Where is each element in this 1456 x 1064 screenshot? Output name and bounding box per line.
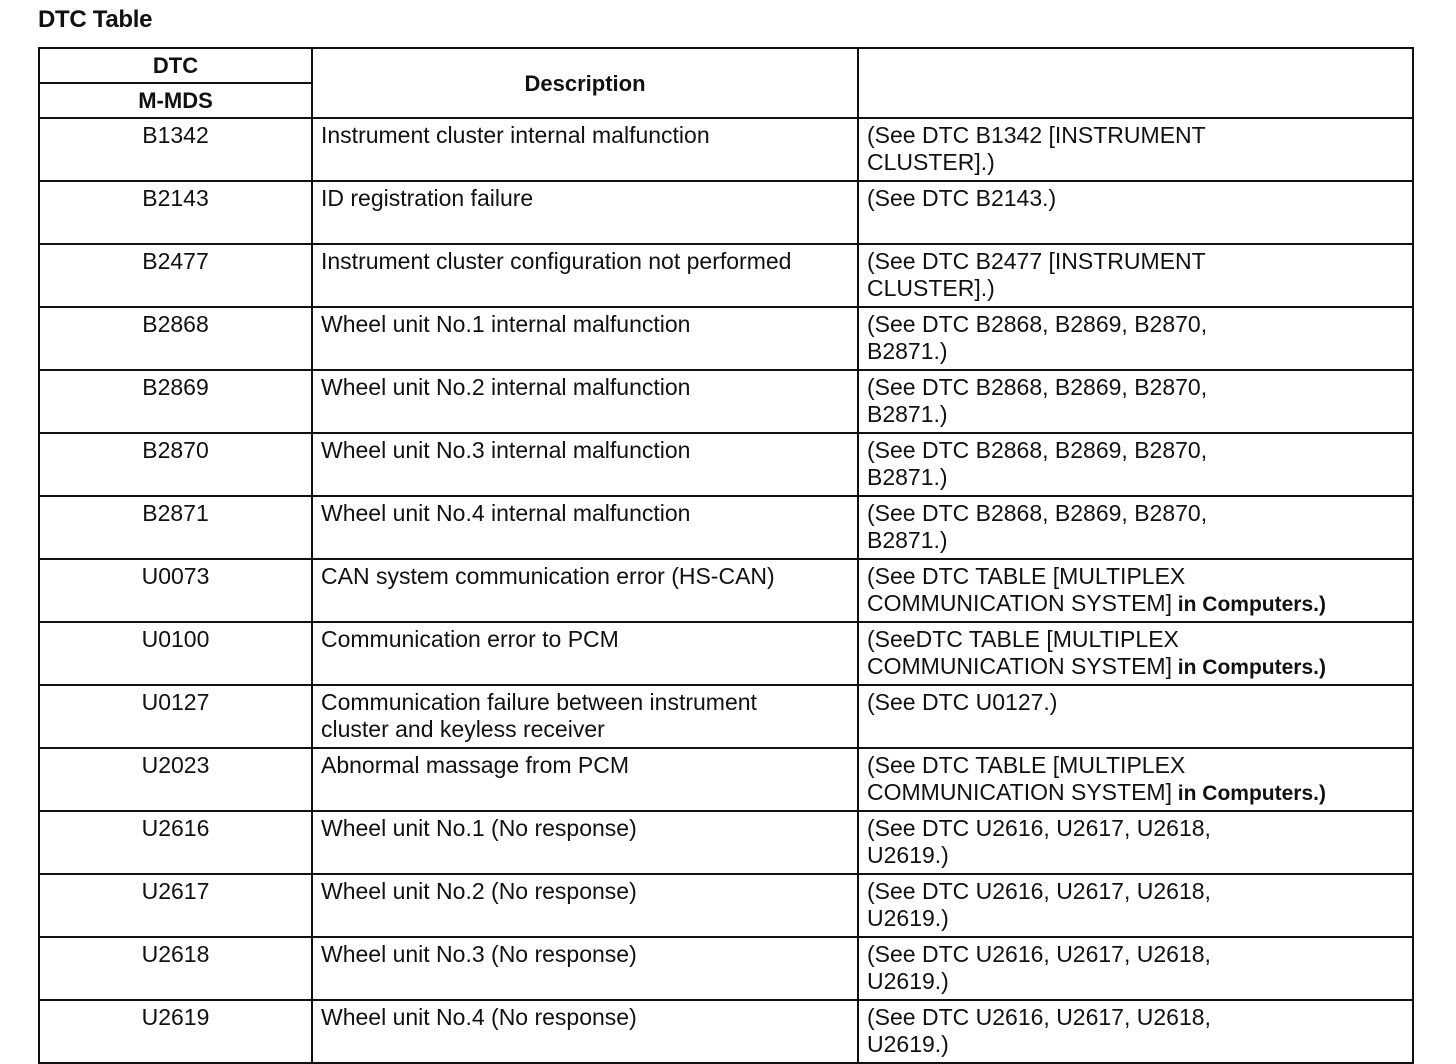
reference-cell (858, 181, 1413, 244)
reference-line (867, 941, 1406, 968)
reference-cell (858, 307, 1413, 370)
table-row (39, 181, 1413, 244)
reference-text: B2871.) (867, 401, 948, 427)
reference-suffix: in Computers.) (1171, 782, 1326, 805)
description-line: Wheel unit No.3 (No response) (321, 941, 637, 967)
reference-text: COMMUNICATION SYSTEM] (867, 590, 1172, 616)
dtc-table (38, 47, 1414, 1064)
description-line: Communication error to PCM (321, 626, 619, 652)
description-cell (312, 433, 858, 496)
reference-line (867, 500, 1406, 527)
description-cell (312, 874, 858, 937)
table-row (39, 433, 1413, 496)
reference-line (867, 185, 1406, 212)
dtc-code-cell: U0073 (39, 559, 312, 622)
reference-text: U2619.) (867, 905, 949, 931)
reference-cell (858, 622, 1413, 685)
reference-text: COMMUNICATION SYSTEM] (867, 779, 1172, 805)
reference-cell (858, 685, 1413, 748)
reference-line (867, 527, 1406, 554)
reference-text: (See DTC TABLE [MULTIPLEX (867, 752, 1186, 778)
reference-line (867, 122, 1406, 149)
dtc-code-cell: B2868 (39, 307, 312, 370)
description-cell (312, 181, 858, 244)
description-line: Instrument cluster internal malfunction (321, 122, 710, 148)
reference-text: (See DTC U2616, U2617, U2618, (867, 1004, 1211, 1030)
dtc-code-cell: U2616 (39, 811, 312, 874)
reference-text: U2619.) (867, 1031, 949, 1057)
description-line: Wheel unit No.4 internal malfunction (321, 500, 691, 526)
reference-text: CLUSTER].) (867, 149, 995, 175)
reference-text: (See DTC B2868, B2869, B2870, (867, 311, 1208, 337)
reference-text: (See DTC TABLE [MULTIPLEX (867, 563, 1186, 589)
dtc-code-cell: U2618 (39, 937, 312, 1000)
description-cell (312, 118, 858, 181)
dtc-code-cell: U0127 (39, 685, 312, 748)
description-cell (312, 559, 858, 622)
table-row (39, 811, 1413, 874)
reference-text: COMMUNICATION SYSTEM] (867, 653, 1172, 679)
description-cell (312, 370, 858, 433)
header-mmds: M-MDS (39, 83, 312, 118)
reference-text: CLUSTER].) (867, 275, 995, 301)
reference-cell (858, 748, 1413, 811)
table-row (39, 937, 1413, 1000)
header-description: Description (312, 48, 858, 118)
description-cell (312, 622, 858, 685)
header-row (39, 48, 1413, 83)
description-cell (312, 685, 858, 748)
reference-text: (See DTC U2616, U2617, U2618, (867, 815, 1211, 841)
reference-text: (See DTC U0127.) (867, 689, 1058, 715)
reference-line (867, 149, 1406, 176)
header-dtc: DTC (39, 48, 312, 83)
description-line: Abnormal massage from PCM (321, 752, 630, 778)
reference-line (867, 878, 1406, 905)
reference-line (867, 905, 1406, 932)
reference-cell (858, 811, 1413, 874)
reference-text: (See DTC B2868, B2869, B2870, (867, 500, 1208, 526)
description-line: Wheel unit No.2 internal malfunction (321, 374, 691, 400)
table-row (39, 496, 1413, 559)
description-line: ID registration failure (321, 185, 534, 211)
reference-line (867, 1004, 1406, 1031)
reference-cell (858, 118, 1413, 181)
description-line: Wheel unit No.1 (No response) (321, 815, 637, 841)
reference-line (867, 563, 1406, 590)
reference-line (867, 248, 1406, 275)
description-line: Wheel unit No.4 (No response) (321, 1004, 637, 1030)
reference-line (867, 374, 1406, 401)
reference-text: B2871.) (867, 527, 948, 553)
reference-text: U2619.) (867, 968, 949, 994)
table-row (39, 307, 1413, 370)
reference-text: (SeeDTC TABLE [MULTIPLEX (867, 626, 1179, 652)
reference-text: (See DTC B2868, B2869, B2870, (867, 437, 1208, 463)
dtc-code-cell: B2477 (39, 244, 312, 307)
table-row (39, 559, 1413, 622)
reference-text: (See DTC B1342 [INSTRUMENT (867, 122, 1206, 148)
description-cell (312, 748, 858, 811)
dtc-code-cell: B2870 (39, 433, 312, 496)
dtc-code-cell: B2143 (39, 181, 312, 244)
reference-cell (858, 1000, 1413, 1063)
reference-cell (858, 874, 1413, 937)
reference-text: U2619.) (867, 842, 949, 868)
dtc-code-cell: U2023 (39, 748, 312, 811)
dtc-code-cell: B2869 (39, 370, 312, 433)
reference-cell (858, 559, 1413, 622)
description-line: cluster and keyless receiver (321, 716, 605, 742)
reference-line (867, 590, 1406, 618)
description-line: Wheel unit No.2 (No response) (321, 878, 637, 904)
description-line: Wheel unit No.1 internal malfunction (321, 311, 691, 337)
reference-line (867, 338, 1406, 365)
table-row (39, 1000, 1413, 1063)
reference-line (867, 842, 1406, 869)
description-cell (312, 496, 858, 559)
description-cell (312, 937, 858, 1000)
reference-cell (858, 937, 1413, 1000)
reference-line (867, 968, 1406, 995)
reference-cell (858, 433, 1413, 496)
reference-line (867, 815, 1406, 842)
reference-line (867, 401, 1406, 428)
reference-line (867, 779, 1406, 807)
reference-text: B2871.) (867, 464, 948, 490)
table-row (39, 685, 1413, 748)
dtc-code-cell: U0100 (39, 622, 312, 685)
table-row (39, 622, 1413, 685)
dtc-code-cell: U2617 (39, 874, 312, 937)
reference-cell (858, 496, 1413, 559)
table-row (39, 118, 1413, 181)
reference-text: (See DTC B2477 [INSTRUMENT (867, 248, 1206, 274)
dtc-code-cell: U2619 (39, 1000, 312, 1063)
reference-line (867, 275, 1406, 302)
reference-line (867, 464, 1406, 491)
reference-text: B2871.) (867, 338, 948, 364)
table-row (39, 748, 1413, 811)
table-row (39, 874, 1413, 937)
description-cell (312, 811, 858, 874)
reference-line (867, 689, 1406, 716)
description-cell (312, 244, 858, 307)
dtc-code-cell: B2871 (39, 496, 312, 559)
header-reference (858, 48, 1413, 118)
reference-line (867, 653, 1406, 681)
page-title: DTC Table (38, 6, 153, 33)
reference-text: (See DTC B2868, B2869, B2870, (867, 374, 1208, 400)
reference-line (867, 752, 1406, 779)
table-row (39, 244, 1413, 307)
description-line: Wheel unit No.3 internal malfunction (321, 437, 691, 463)
description-line: Instrument cluster configuration not performed (321, 248, 792, 274)
description-cell (312, 1000, 858, 1063)
reference-cell (858, 244, 1413, 307)
description-cell (312, 307, 858, 370)
reference-text: (See DTC U2616, U2617, U2618, (867, 878, 1211, 904)
description-line: CAN system communication error (HS-CAN) (321, 563, 775, 589)
description-line: Communication failure between instrument (321, 689, 757, 715)
table-row (39, 370, 1413, 433)
dtc-code-cell: B1342 (39, 118, 312, 181)
reference-suffix: in Computers.) (1171, 593, 1326, 616)
reference-line (867, 626, 1406, 653)
reference-cell (858, 370, 1413, 433)
reference-suffix: in Computers.) (1171, 656, 1326, 679)
reference-line (867, 1031, 1406, 1058)
reference-text: (See DTC B2143.) (867, 185, 1057, 211)
reference-text: (See DTC U2616, U2617, U2618, (867, 941, 1211, 967)
reference-line (867, 437, 1406, 464)
reference-line (867, 311, 1406, 338)
